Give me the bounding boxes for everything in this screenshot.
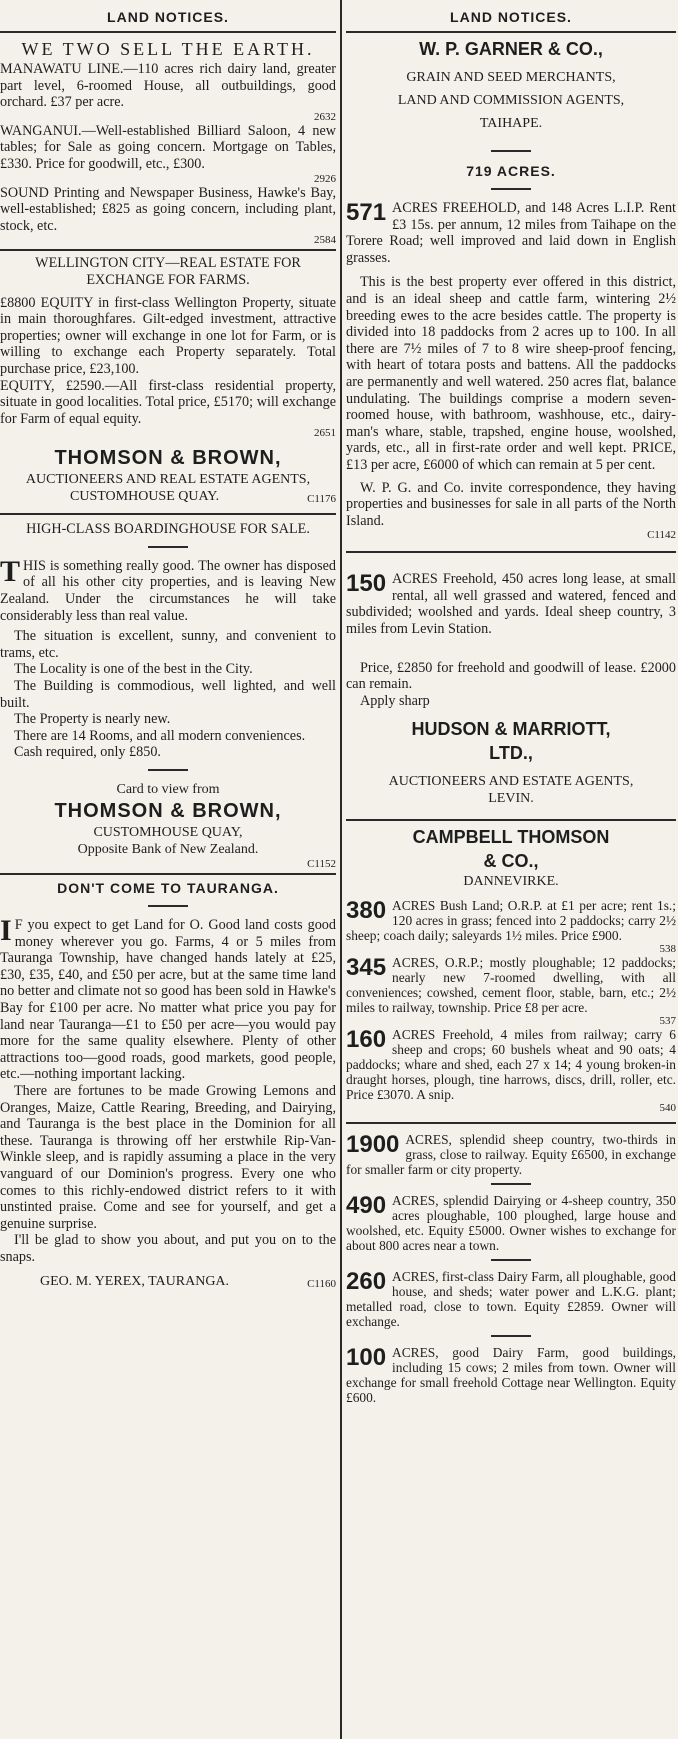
- firm-line: LAND AND COMMISSION AGENTS,: [397, 93, 625, 108]
- exchange-listings: [346, 1128, 676, 1405]
- short-rule: [491, 188, 531, 190]
- short-rule: [491, 1335, 531, 1337]
- ad-title: DON'T COME TO TAURANGA.: [57, 880, 279, 896]
- signature: GEO. M. YEREX, TAURANGA.: [40, 1274, 230, 1290]
- feature-line: The situation is excellent, sunny, and convenient to trams, etc.: [0, 628, 336, 661]
- short-rule: [148, 546, 188, 548]
- listing-text: ACRES Bush Land; O.R.P. at £1 per acre; rent 1s.; 120 acres in grass; fenced into 2 paddocks; carry 2½ sheep; coach daily; saleyards 1½ miles. Price £900.: [346, 898, 676, 944]
- listing-text: MANAWATU LINE.—110 acres rich dairy land, greater part level, 6-roomed House, all outbuildings, good orchard. £37 per acre.: [0, 61, 336, 111]
- short-rule: [491, 1183, 531, 1185]
- right-header: LAND NOTICES.: [450, 9, 572, 25]
- listing-text: ACRES, splendid Dairying or 4-sheep country, 350 acres ploughable, 100 ploughed, large house and woolshed, etc. Equity £5000. Owner wishes to exchange for about 800 acres near a town.: [346, 1193, 676, 1254]
- acres-heading: 719 ACRES.: [466, 163, 556, 179]
- listing-text: ACRES, splendid sheep country, two-thirds in grass, close to railway. Equity £6500, in exchange for smaller farm or city property.: [346, 1132, 676, 1178]
- divider: [346, 819, 676, 821]
- ref-number: 2651: [314, 427, 336, 440]
- divider: [346, 551, 676, 553]
- divider: [0, 873, 336, 875]
- card-line: Card to view from: [116, 782, 220, 797]
- ref-number: C1142: [647, 529, 676, 542]
- intro-text: HIS is something really good. The owner has disposed of all his other city properties, and is leaving New Zealand. Under the circumstances he will take considerably less than real value.: [0, 557, 336, 624]
- feature-line: The Property is nearly new.: [14, 711, 171, 728]
- ref-number: C1160: [307, 1278, 336, 1291]
- listing-text: ACRES Freehold, 450 acres long lease, at small rental, all well grassed and watered, fenced and subdivided; woolshed and yards. Ideal sheep country, 3 miles from Levin Station.: [346, 571, 676, 638]
- firm-name: CAMPBELL THOMSON: [412, 827, 610, 848]
- tauranga-ad: [0, 879, 336, 1290]
- firm-line: AUCTIONEERS AND ESTATE AGENTS,: [388, 774, 634, 790]
- ref-number: C1152: [307, 858, 336, 870]
- listing-text: SOUND Printing and Newspaper Business, Hawke's Bay, well-established; £825 as going concern, including plant, stock, etc.: [0, 184, 336, 234]
- listing-text: EQUITY, £2590.—All first-class residential property, situate in good localities. Total price, £5170; will exchange for Farm of equal equity.: [0, 377, 336, 427]
- firm-address: CUSTOMHOUSE QUAY,: [93, 825, 243, 840]
- firm-name: THOMSON & BROWN,: [54, 800, 282, 822]
- firm-line: AUCTIONEERS AND REAL ESTATE AGENTS,: [25, 472, 311, 488]
- listing-text: ACRES, good Dairy Farm, good buildings, including 15 cows; 2 miles from town. Owner will exchange for small freehold Cottage near Wellington. Equity £600.: [346, 1345, 676, 1406]
- divider: [346, 31, 676, 33]
- campbell-ad: [346, 825, 676, 1114]
- firm-name: W. P. GARNER & CO.,: [419, 39, 603, 59]
- hudson-ad: [346, 557, 676, 807]
- wellington-ad: [0, 255, 336, 505]
- acre-count: 150: [346, 570, 387, 598]
- listing-block: [0, 61, 336, 246]
- firm-name: LTD.,: [489, 743, 533, 764]
- ad-title: WE TWO SELL THE EARTH.: [21, 39, 315, 59]
- acre-count: 100: [346, 1344, 387, 1372]
- firm-town: DANNEVIRKE.: [463, 874, 559, 890]
- listing-text: ACRES, O.R.P.; mostly ploughable; 12 paddocks; nearly new 7-roomed dwelling, with all conveniences; cowshed, cement floor, stable, barn, etc.; 2½ miles to railway, township. Price £8 per acre.: [346, 955, 676, 1016]
- body-text: F you expect to get Land for O. Good land costs good money wherever you go. Farms, 4 or 5 miles from Tauranga Township, have changed hands lately at £25, £30, £35, £40, and £50 per acre, but at the same time land no better and climate not so good has been sold in Hawke's Bay for £100 per acre. No matter what price you pay for land near Tauranga—£1 to £50 per acre—you would pay more for the same quality elsewhere. Plenty of other attractions too—good roads, good markets, good people, etc.—nothing important lacking.: [0, 917, 336, 1083]
- acre-count: 490: [346, 1192, 387, 1220]
- listing-text: ACRES, first-class Dairy Farm, all ploughable, good house, and sheds; water power and L.K.G. plant; metalled road, close to town. Equity £2859. Owner will exchange.: [346, 1269, 676, 1330]
- firm-name: THOMSON & BROWN,: [54, 447, 282, 470]
- feature-line: The Locality is one of the best in the City.: [14, 661, 253, 678]
- ref-number: 2632: [314, 110, 336, 123]
- body-text: There are fortunes to be made Growing Lemons and Oranges, Maize, Cattle Rearing, Breeding, and Dairying, and Tauranga is the best place in the Dominion for all these. Tauranga is throwing off her erstwhile Rip-Van-Winkle sleep, and is rapidly assuming a place in the very vanguard of our Dominion's progress. Every one who comes to this richly-endowed district refers to it with unstinted praise. Come and see for yourself, and get a genuine surprise.: [0, 1082, 336, 1232]
- firm-line: TAIHAPE.: [479, 116, 543, 131]
- short-rule: [148, 769, 188, 771]
- ref-number: 540: [659, 1102, 676, 1115]
- ref-number: 2926: [314, 172, 336, 185]
- body-text: Apply sharp: [360, 692, 430, 709]
- firm-line: GRAIN AND SEED MERCHANTS,: [406, 70, 616, 85]
- firm-address: Opposite Bank of New Zealand.: [77, 842, 259, 857]
- firm-name: HUDSON & MARRIOTT,: [411, 719, 611, 740]
- body-text: I'll be glad to show you about, and put you on to the snaps.: [0, 1232, 336, 1265]
- listing-text: WANGANUI.—Well-established Billiard Saloon, 4 new tables; for Sale as going concern. Mortgage on Tables, £330. Price for goodwill, etc., £300.: [0, 122, 336, 172]
- divider: [346, 1122, 676, 1124]
- acre-count: 380: [346, 897, 387, 925]
- left-column: [0, 0, 336, 1290]
- garner-ad: [346, 37, 676, 541]
- right-column: [346, 0, 676, 1405]
- firm-name: & CO.,: [483, 851, 539, 872]
- acre-count: 1900: [346, 1131, 400, 1159]
- drop-cap: T: [0, 554, 21, 588]
- firm-address: CUSTOMHOUSE QUAY.: [70, 489, 220, 505]
- divider: [0, 31, 336, 33]
- we-two-sell-ad: [0, 37, 336, 246]
- boardinghouse-ad: [0, 521, 336, 870]
- drop-cap: I: [0, 914, 12, 947]
- ref-number: 2584: [314, 234, 336, 247]
- divider: [0, 249, 336, 251]
- left-header: LAND NOTICES.: [107, 9, 229, 25]
- body-text: Price, £2850 for freehold and goodwill of lease. £2000 can remain.: [346, 659, 676, 693]
- listing-text: ACRES Freehold, 4 miles from railway; carry 6 sheep and crops; 60 bushels wheat and 90 oats; 4 paddocks; whare and shed, each 27 x 14; 4 young broken-in draught horses, plough, tine harrows, discs, drill, roller, etc. Price £3070. A snip.: [346, 1027, 676, 1103]
- firm-line: LEVIN.: [488, 791, 534, 807]
- ad-title: HIGH-CLASS BOARDINGHOUSE FOR SALE.: [26, 521, 310, 538]
- short-rule: [491, 1259, 531, 1261]
- feature-line: There are 14 Rooms, and all modern conveniences.: [14, 727, 306, 744]
- body-text: This is the best property ever offered in this district, and is an ideal sheep and cattle farm, wintering 2½ breeding ewes to the acre besides cattle. The property is divided into 18 paddocks from 2 acres up to 100. In all there are 7½ miles of 7 to 8 wire sheep-proof fencing, with heart of totara posts and battens. All the paddocks are permanently and well watered. 250 acres flat, balance undulating. The buildings comprise a modern seven-roomed house, with bathroom, washhouse, etc., dairy-man's whare, stable, trapshed, engine house, woolshed, yards, etc., all in first-rate order and well kept. PRICE, £13 per acre, £6000 of which can remain at 5 per cent.: [346, 274, 676, 473]
- divider: [0, 513, 336, 515]
- feature-line: Cash required, only £850.: [14, 744, 161, 761]
- acre-count: 260: [346, 1268, 387, 1296]
- short-rule: [491, 150, 531, 152]
- column-divider: [340, 0, 342, 1739]
- ref-number: C1176: [307, 493, 336, 506]
- listing-text: £8800 EQUITY in first-class Wellington Property, situate in main thoroughfares. Gilt-edged investment, attractive properties; owner will exchange in one lot for Farm, or is willing to exchange each Property separately. Total purchase price, £23,100.: [0, 294, 336, 377]
- acre-count: 571: [346, 199, 387, 226]
- ref-number: 538: [659, 943, 676, 956]
- ref-number: 537: [659, 1015, 676, 1028]
- ad-title: WELLINGTON CITY—REAL ESTATE FOR EXCHANGE FOR FARMS.: [35, 255, 301, 288]
- acre-count: 345: [346, 954, 387, 982]
- acre-count: 160: [346, 1026, 387, 1054]
- feature-line: The Building is commodious, well lighted, and well built.: [0, 678, 336, 711]
- listing-text: ACRES FREEHOLD, and 148 Acres L.I.P. Rent £3 15s. per annum, 12 miles from Taihape on the Torere Road; well improved and laid down in English grasses.: [346, 200, 676, 266]
- short-rule: [148, 905, 188, 907]
- body-text: W. P. G. and Co. invite correspondence, they having properties and businesses for sale in all parts of the North Island.: [346, 479, 676, 529]
